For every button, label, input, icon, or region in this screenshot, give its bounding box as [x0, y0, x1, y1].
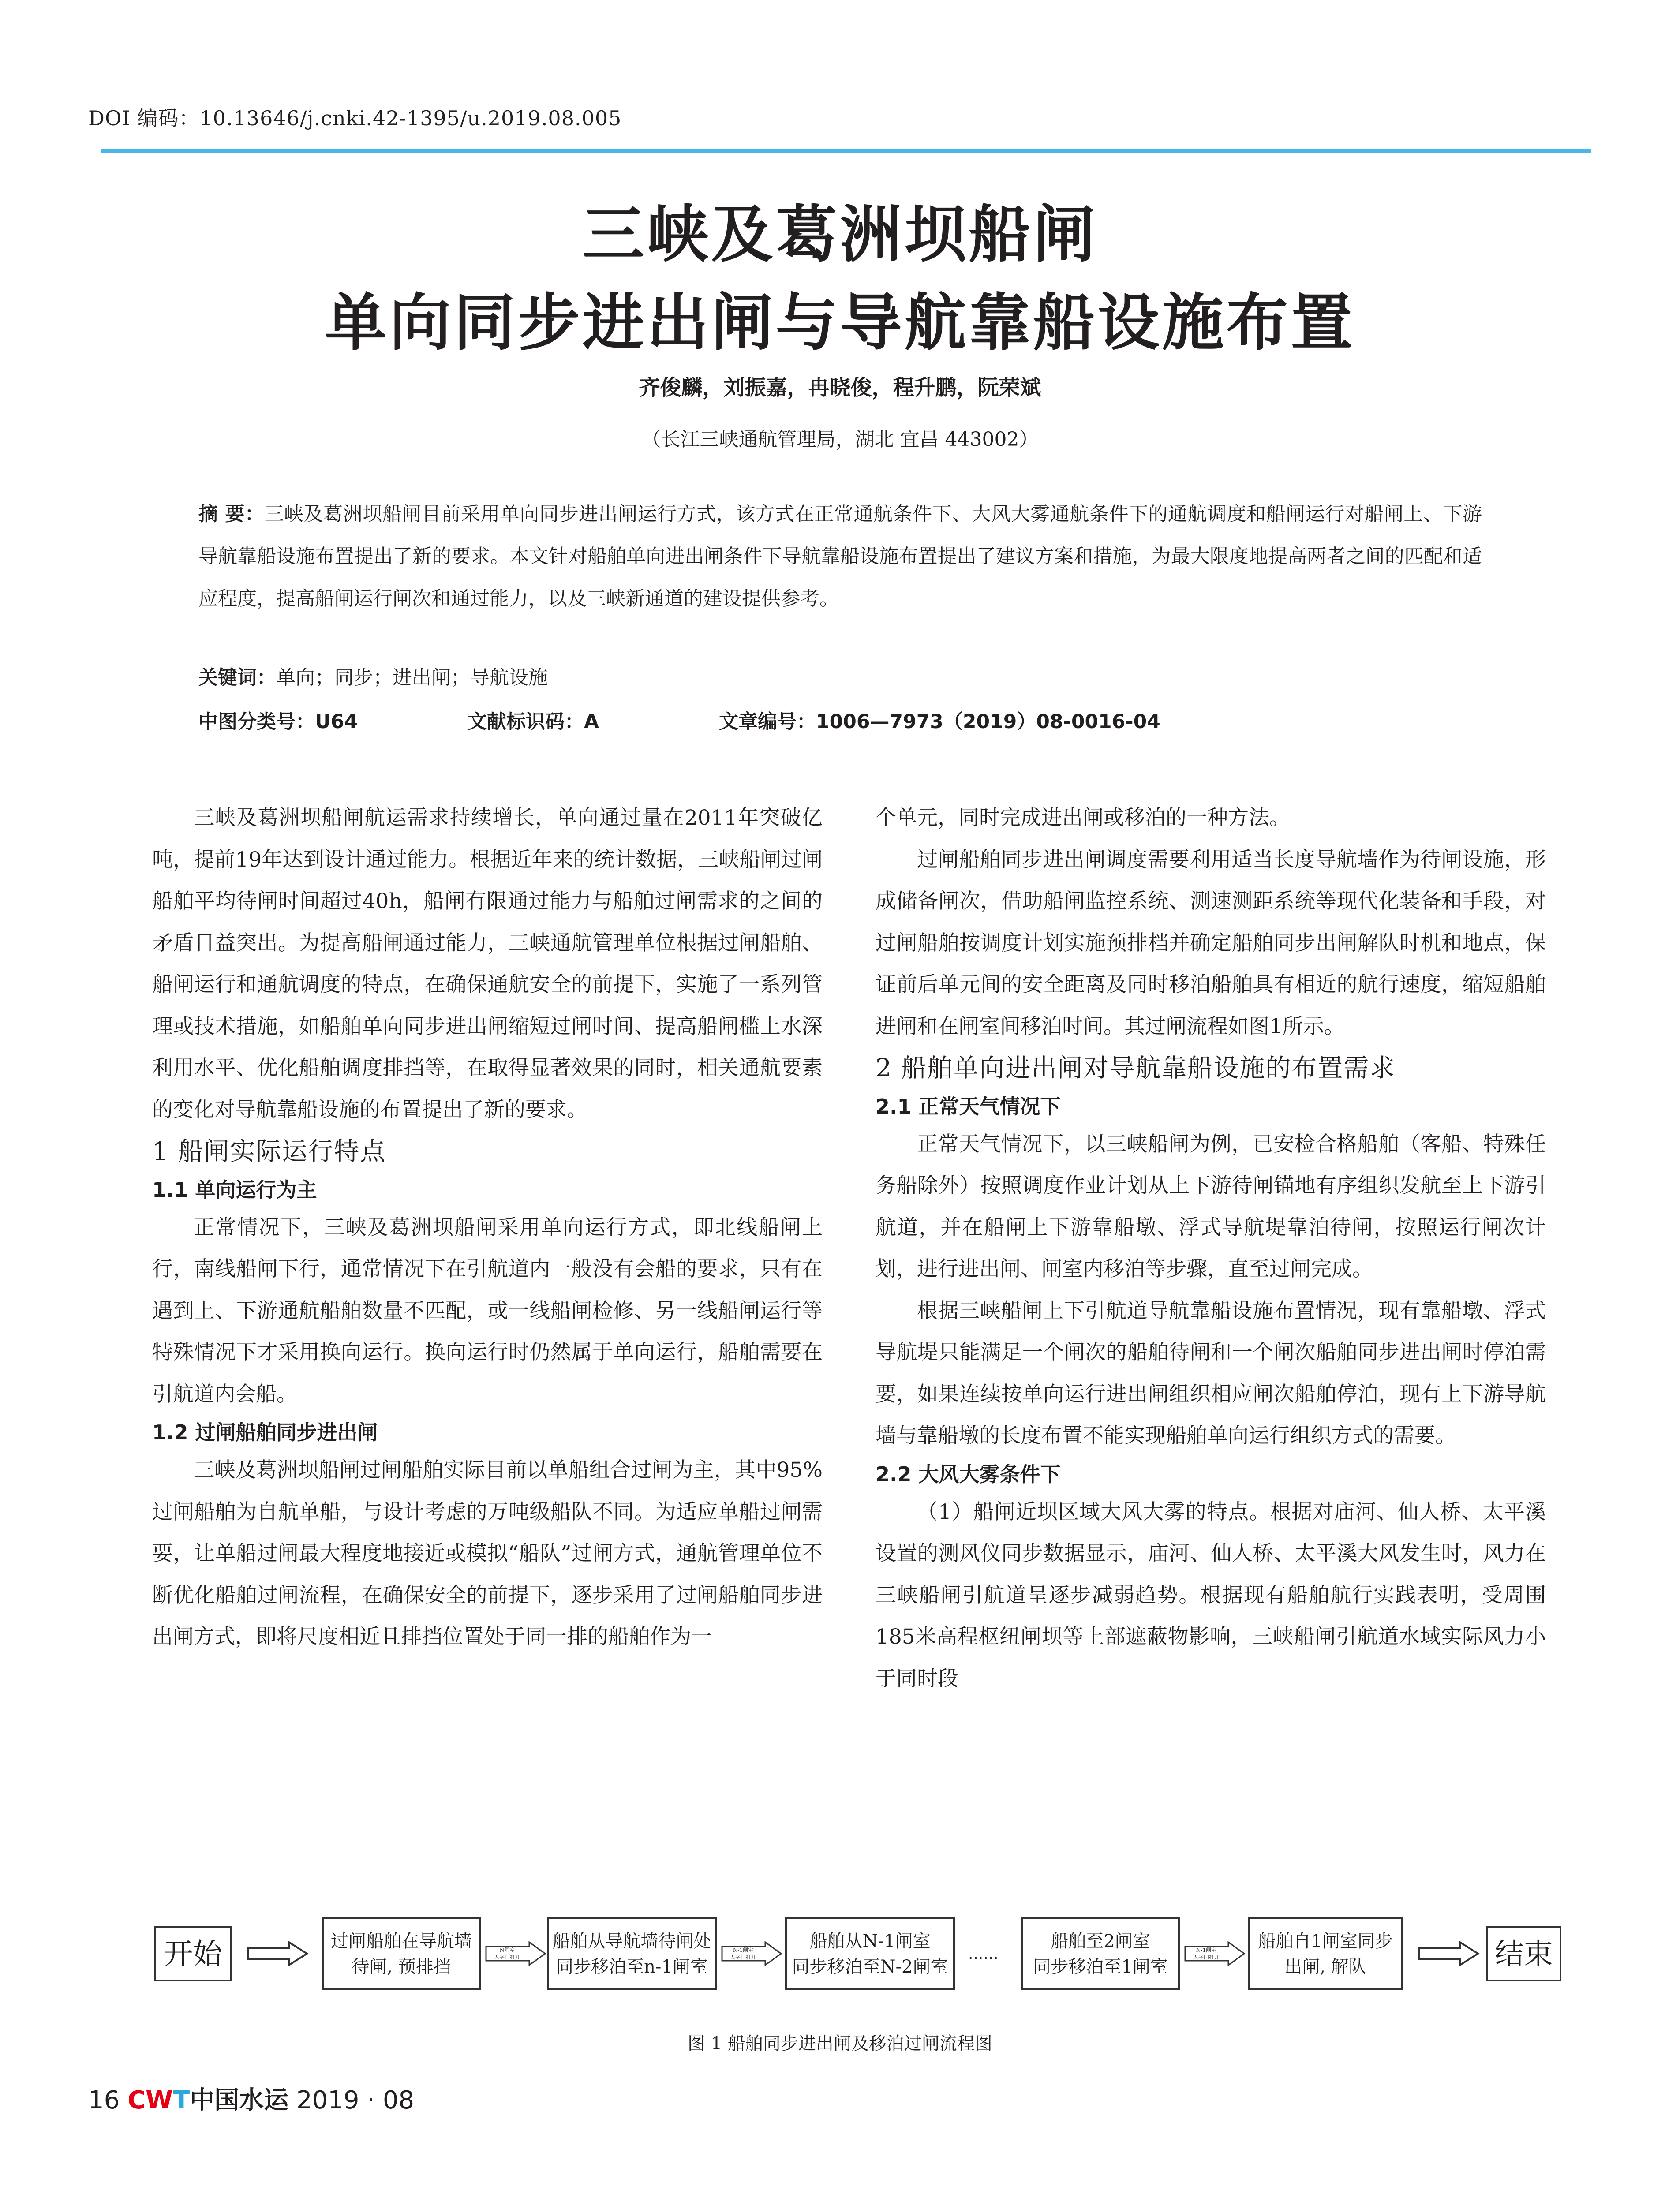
flow-start: 开始: [154, 1926, 232, 1981]
flow-label-2: [730, 1947, 756, 1961]
keywords: [198, 662, 548, 690]
flow-end: 结束: [1486, 1926, 1561, 1981]
doc-code: [468, 706, 599, 734]
continued-paragraph: 个单元，同时完成进出闸或移泊的一种方法。: [876, 806, 1290, 830]
flow-step-move-to-n2-line-1: 船舶从N-1闸室: [809, 1931, 931, 1951]
section-2-1-paragraph-2: 根据三峡船闸上下引航道导航靠船设施布置情况，现有靠船墩、浮式导航堤只能满足一个闸次的船舶待闸和一个闸次船舶同步进出闸时停泊需要，如果连续按单向运行进出闸组织相应闸次船舶停泊，现有上下游导航墙与靠船墩的长度布置不能实现船舶单向运行组织方式的需要。: [876, 1298, 1546, 1448]
flow-description-paragraph: 过闸船舶同步进出闸调度需要利用适当长度导航墙作为待闸设施，形成储备闸次，借助船闸监控系统、测速测距系统等现代化装备和手段，对过闸船舶按调度计划实施预排档并确定船舶同步出闸解队时机和地点，保证前后单元间的安全距离及同时移泊船舶具有相近的航行速度，缩短船舶进闸和在闸室间移泊时间。其过闸流程如图1所示。: [876, 847, 1546, 1039]
journal-name: 中国水运: [190, 2085, 289, 2115]
page-footer: [88, 2081, 414, 2116]
flow-step-exit-line-2: 出闸, 解队: [1284, 1956, 1366, 1977]
flow-step-move-to-n1-line-1: 船舶从导航墙待闸处: [552, 1931, 711, 1951]
flow-step-move-to-1-line-2: 同步移泊至1闸室: [1033, 1956, 1168, 1977]
title-line-2: 单向同步进出闸与导航靠船设施布置: [325, 287, 1355, 359]
flow-label-4-line-2: 人字门打开: [1193, 1954, 1220, 1960]
section-1-heading: 1 船闸实际运行特点: [152, 1137, 386, 1166]
affiliation: （长江三峡通航管理局，湖北 宜昌 443002）: [641, 428, 1039, 451]
flow-step-move-to-1-line-1: 船舶至2闸室: [1051, 1931, 1150, 1951]
left-column: [152, 797, 823, 1658]
section-1-2-heading: 1.2 过闸船舶同步进出闸: [152, 1420, 378, 1444]
flow-label-4-line-1: N-1闸室: [1196, 1947, 1217, 1953]
abstract: [198, 493, 1482, 620]
clc-value: U64: [315, 710, 358, 733]
keywords-label: 关键词：: [198, 666, 276, 689]
flow-label-1-line-1: N闸室: [499, 1947, 515, 1953]
article-number: [719, 706, 1160, 734]
section-2-2-paragraph-1: （1）船闸近坝区域大风大雾的特点。根据对庙河、仙人桥、太平溪设置的测风仪同步数据显示，庙河、仙人桥、太平溪大风发生时，风力在三峡船闸引航道呈逐步减弱趋势。根据现有船舶航行实践表明，受周围185米高程枢纽闸坝等上部遮蔽物影响，三峡船闸引航道水域实际风力小于同时段: [876, 1499, 1546, 1691]
flow-step-move-to-n2: [785, 1917, 955, 1990]
flow-step-move-to-n1: [547, 1917, 717, 1990]
clc-label: 中图分类号：: [198, 710, 315, 733]
article-label: 文章编号：: [719, 710, 816, 733]
doi-line: DOI 编码：10.13646/j.cnki.42-1395/u.2019.08.005: [88, 106, 622, 130]
section-2-1-paragraph-1: 正常天气情况下，以三峡船闸为例，已安检合格船舶（客船、特殊任务船除外）按照调度作业计划从上下游待闸锚地有序组织发航至上下游引航道，并在船闸上下游靠船墩、浮式导航堤靠泊待闸，按照运行闸次计划，进行进出闸、闸室内移泊等步骤，直至过闸完成。: [876, 1132, 1546, 1281]
keywords-text: 单向；同步；进出闸；导航设施: [276, 666, 548, 689]
flow-step-wait-line-2: 待闸, 预排挡: [352, 1956, 451, 1977]
abstract-label: 摘 要：: [198, 503, 265, 525]
flow-step-wait-line-1: 过闸船舶在导航墙: [331, 1931, 472, 1951]
section-2-1-heading: 2.1 正常天气情况下: [876, 1094, 1061, 1118]
figure-caption: 图 1 船舶同步进出闸及移泊过闸流程图: [688, 2033, 992, 2054]
doccode-label: 文献标识码：: [468, 710, 584, 733]
arrow-right-icon: [1418, 1940, 1480, 1967]
flow-step-move-to-n1-line-2: 同步移泊至n-1闸室: [556, 1956, 708, 1977]
title-line-1: 三峡及葛洲坝船闸: [582, 198, 1098, 271]
flow-label-2-line-2: 人字门打开: [730, 1954, 757, 1960]
article-value: 1006—7973（2019）08-0016-04: [816, 710, 1160, 733]
page-number: 16: [88, 2086, 120, 2115]
right-column: [876, 797, 1546, 1700]
flow-step-wait: [322, 1917, 481, 1990]
authors: 齐俊麟，刘振嘉，冉晓俊，程升鹏，阮荣斌: [639, 375, 1041, 400]
clc-code: [198, 706, 358, 734]
flow-ellipsis: ......: [968, 1945, 999, 1963]
section-1-1-paragraph: 正常情况下，三峡及葛洲坝船闸采用单向运行方式，即北线船闸上行，南线船闸下行，通常情况下在引航道内一般没有会船的要求，只有在遇到上、下游通航船舶数量不匹配，或一线船闸检修、另一线船闸运行等特殊情况下才采用换向运行。换向运行时仍然属于单向运行，船舶需要在引航道内会船。: [152, 1215, 823, 1406]
brand-logo-t: T: [172, 2086, 190, 2115]
section-1-2-paragraph: 三峡及葛洲坝船闸过闸船舶实际目前以单船组合过闸为主，其中95%过闸船舶为自航单船，与设计考虑的万吨级船队不同。为适应单船过闸需要，让单船过闸最大程度地接近或模拟“船队”过闸方式，通航管理单位不断优化船舶过闸流程，在确保安全的前提下，逐步采用了过闸船舶同步进出闸方式，即将尺度相近且排挡位置处于同一排的船舶作为一: [152, 1458, 823, 1649]
flow-step-exit: [1248, 1917, 1403, 1990]
intro-paragraph: 三峡及葛洲坝船闸航运需求持续增长，单向通过量在2011年突破亿吨，提前19年达到设计通过能力。根据近年来的统计数据，三峡船闸过闸船舶平均待闸时间超过40h，船闸有限通过能力与船舶过闸需求的之间的矛盾日益突出。为提高船闸通过能力，三峡通航管理单位根据过闸船舶、船闸运行和通航调度的特点，在确保通航安全的前提下，实施了一系列管理或技术措施，如船舶单向同步进出闸缩短过闸时间、提高船闸槛上水深利用水平、优化船舶调度排挡等，在取得显著效果的同时，相关通航要素的变化对导航靠船设施的布置提出了新的要求。: [152, 806, 823, 1122]
issue: 2019 · 08: [296, 2086, 415, 2115]
flow-label-1: [494, 1947, 520, 1961]
flow-label-2-line-1: N-1闸室: [733, 1947, 754, 1953]
section-1-1-heading: 1.1 单向运行为主: [152, 1177, 317, 1202]
header-rule: [101, 149, 1591, 153]
arrow-right-icon: [247, 1940, 309, 1967]
section-2-2-heading: 2.2 大风大雾条件下: [876, 1462, 1061, 1486]
section-2-heading: 2 船舶单向进出闸对导航靠船设施的布置需求: [876, 1054, 1396, 1083]
flow-label-1-line-2: 人字门打开: [494, 1954, 521, 1960]
abstract-text: 三峡及葛洲坝船闸目前采用单向同步进出闸运行方式，该方式在正常通航条件下、大风大雾通航条件下的通航调度和船闸运行对船闸上、下游导航靠船设施布置提出了新的要求。本文针对船舶单向进出闸条件下导航靠船设施布置提出了建议方案和措施，为最大限度地提高两者之间的匹配和适应程度，提高船闸运行闸次和通过能力，以及三峡新通道的建设提供参考。: [198, 503, 1482, 610]
flow-label-4: [1193, 1947, 1220, 1961]
brand-logo-cw: CW: [127, 2086, 173, 2115]
flow-step-move-to-n2-line-2: 同步移泊至N-2闸室: [792, 1956, 948, 1977]
doccode-value: A: [584, 710, 599, 733]
flow-step-move-to-1: [1021, 1917, 1180, 1990]
flow-step-exit-line-1: 船舶自1闸室同步: [1258, 1931, 1393, 1951]
flow-chart: [150, 1904, 1561, 2006]
